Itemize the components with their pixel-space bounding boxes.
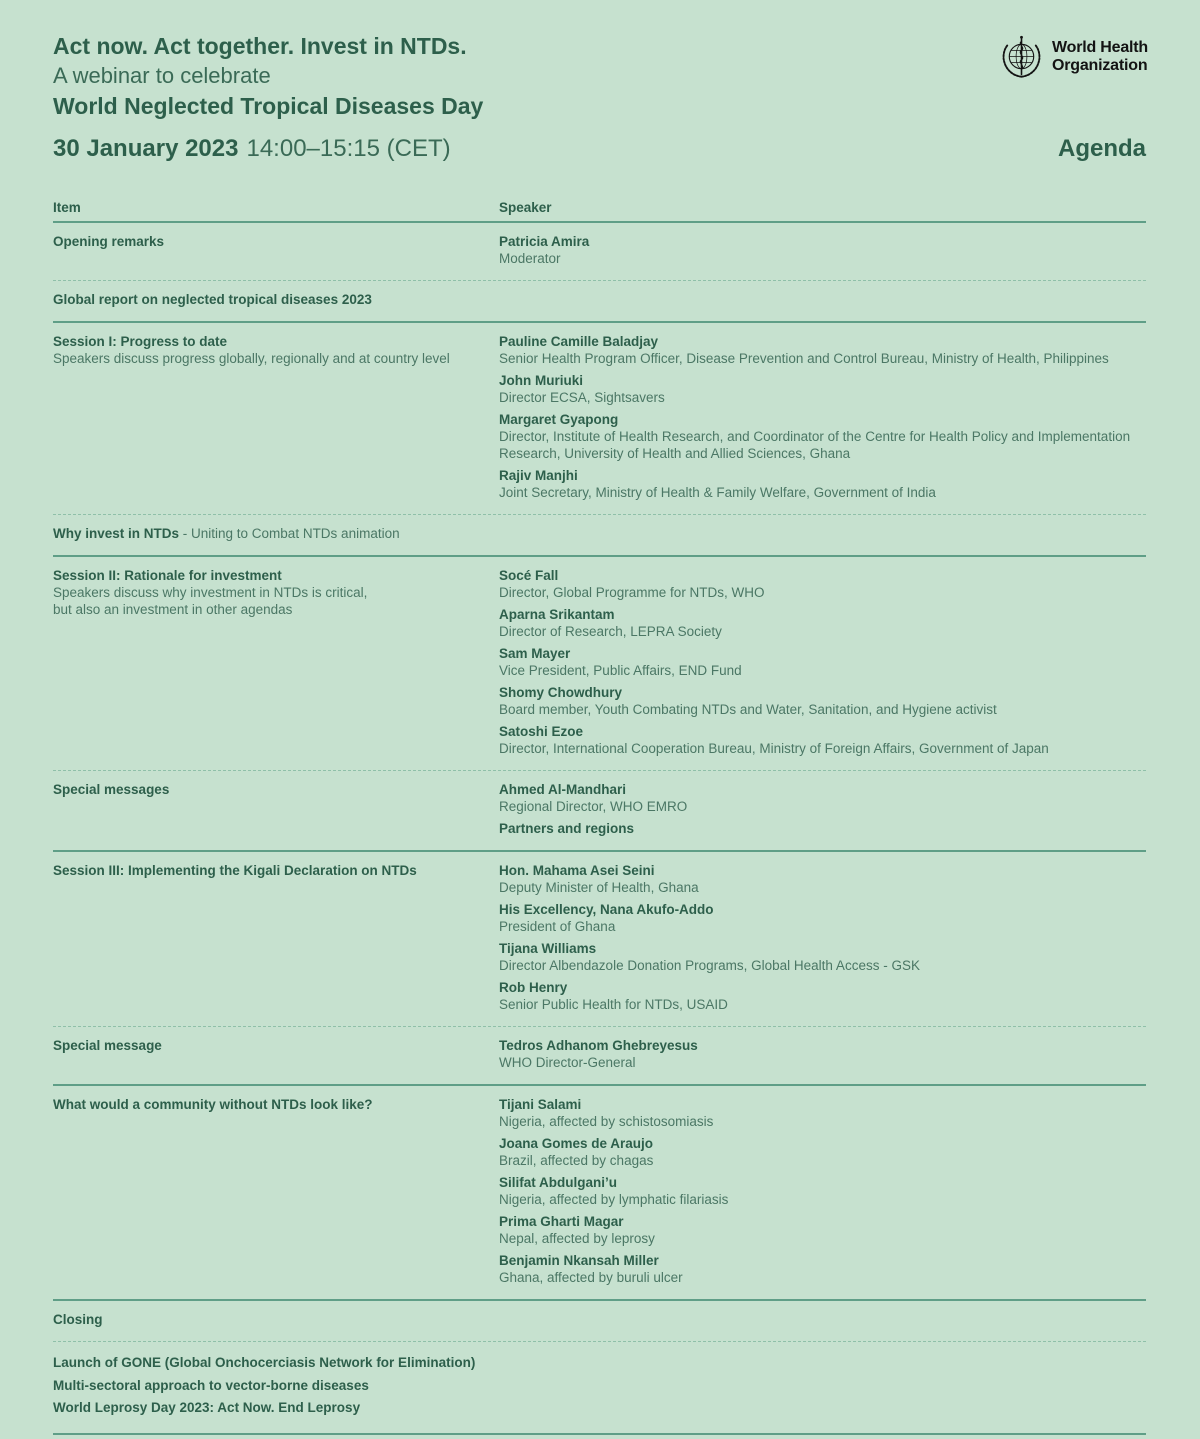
speaker-name: Tijani Salami: [499, 1097, 582, 1112]
agenda-item-cell: [53, 1352, 499, 1420]
event-time: 14:00–15:15 (CET): [246, 135, 451, 162]
speaker-name: Sam Mayer: [499, 646, 571, 661]
speaker-name: Margaret Gyapong: [499, 412, 619, 427]
column-header-item: Item: [53, 200, 81, 215]
event-date-row: [53, 134, 1146, 164]
agenda-speaker-cell: [499, 567, 1146, 757]
speaker-entry: [499, 1037, 1146, 1071]
row-description: Speakers discuss why investment in NTDs is critical, but also an investment in other agendas: [53, 585, 368, 617]
speaker-name: Joana Gomes de Araujo: [499, 1136, 654, 1151]
agenda-table: [53, 200, 1146, 1435]
agenda-speaker-cell: [499, 1096, 1146, 1286]
speaker-entry: [499, 940, 1146, 974]
speaker-role: Senior Public Health for NTDs, USAID: [499, 997, 728, 1012]
speaker-name: Rajiv Manjhi: [499, 468, 578, 483]
speaker-role: Nepal, affected by leprosy: [499, 1231, 655, 1246]
event-title: Act now. Act together. Invest in NTDs.: [53, 33, 467, 59]
agenda-item-cell: [53, 781, 499, 837]
event-datetime: [53, 134, 451, 164]
row-title: Global report on neglected tropical diseases 2023: [53, 292, 372, 307]
speaker-role: Director, Global Programme for NTDs, WHO: [499, 585, 765, 600]
speaker-role: Vice President, Public Affairs, END Fund: [499, 663, 742, 678]
speaker-name: His Excellency, Nana Akufo-Addo: [499, 902, 714, 917]
speaker-role: WHO Director-General: [499, 1055, 636, 1070]
speaker-name: Rob Henry: [499, 980, 568, 995]
agenda-speaker-cell: [499, 1311, 1146, 1328]
row-title: Session III: Implementing the Kigali Declaration on NTDs: [53, 863, 417, 878]
agenda-speaker-cell: [499, 862, 1146, 1013]
agenda-heading: Agenda: [1057, 135, 1146, 162]
agenda-row: [53, 281, 1146, 323]
agenda-row: [53, 1342, 1146, 1435]
speaker-role: Deputy Minister of Health, Ghana: [499, 880, 699, 895]
speaker-entry: [499, 781, 1146, 815]
speaker-role: Director, International Cooperation Bureau, Ministry of Foreign Affairs, Government of Japan: [499, 741, 1049, 756]
agenda-row: [53, 323, 1146, 515]
speaker-name: Tedros Adhanom Ghebreyesus: [499, 1038, 698, 1053]
speaker-role: Nigeria, affected by lymphatic filariasis: [499, 1192, 729, 1207]
who-logo-line2: Organization: [1052, 56, 1148, 74]
agenda-item-cell: [53, 525, 499, 542]
agenda-speaker-cell: [499, 233, 1146, 267]
speaker-entry: [499, 645, 1146, 679]
event-name: World Neglected Tropical Diseases Day: [53, 93, 484, 119]
speaker-name: Pauline Camille Baladjay: [499, 334, 659, 349]
speaker-entry: [499, 1213, 1146, 1247]
speaker-name: Tijana Williams: [499, 941, 597, 956]
speaker-entry: [499, 233, 1146, 267]
agenda-row: [53, 771, 1146, 852]
speaker-role: Nigeria, affected by schistosomiasis: [499, 1114, 714, 1129]
speaker-entry: [499, 723, 1146, 757]
agenda-item-cell: [53, 862, 499, 1013]
speaker-name: Prima Gharti Magar: [499, 1214, 624, 1229]
agenda-row: [53, 223, 1146, 281]
speaker-role: Board member, Youth Combating NTDs and Water, Sanitation, and Hygiene activist: [499, 702, 997, 717]
speaker-name: Ahmed Al-Mandhari: [499, 782, 627, 797]
event-date: 30 January 2023: [53, 135, 239, 162]
who-logo-text: [1052, 39, 1148, 74]
speaker-name: Satoshi Ezoe: [499, 724, 584, 739]
row-title: Why invest in NTDs - Uniting to Combat NTDs animation: [53, 526, 400, 541]
speaker-entry: [499, 1135, 1146, 1169]
speaker-entry: [499, 606, 1146, 640]
speaker-name: Socé Fall: [499, 568, 559, 583]
agenda-item-cell: [53, 291, 499, 308]
speaker-entry: [499, 411, 1146, 462]
row-title: Opening remarks: [53, 234, 165, 249]
agenda-speaker-cell: [499, 333, 1146, 501]
agenda-item-cell: [53, 1037, 499, 1071]
row-title: Special message: [53, 1038, 162, 1053]
speaker-role: Brazil, affected by chagas: [499, 1153, 654, 1168]
speaker-entry: [499, 372, 1146, 406]
speaker-role: Ghana, affected by buruli ulcer: [499, 1270, 683, 1285]
speaker-entry: [499, 820, 1146, 837]
agenda-item-cell: [53, 333, 499, 501]
row-title: What would a community without NTDs look like?: [53, 1097, 373, 1112]
agenda-speaker-cell: [499, 1037, 1146, 1071]
speaker-role: Director ECSA, Sightsavers: [499, 390, 665, 405]
speaker-role: Director of Research, LEPRA Society: [499, 624, 722, 639]
row-title: Session II: Rationale for investment: [53, 568, 282, 583]
agenda-item-cell: [53, 567, 499, 757]
speaker-role: Director Albendazole Donation Programs, Global Health Access - GSK: [499, 958, 920, 973]
column-header-speaker: Speaker: [499, 200, 552, 215]
who-logo: [998, 33, 1148, 80]
speaker-role: Senior Health Program Officer, Disease Prevention and Control Bureau, Ministry of Health, Philippines: [499, 351, 1109, 366]
speaker-role: Regional Director, WHO EMRO: [499, 799, 688, 814]
speaker-name: Benjamin Nkansah Miller: [499, 1253, 659, 1268]
agenda-row: [53, 1301, 1146, 1342]
agenda-speaker-cell: [499, 1352, 1146, 1420]
agenda-speaker-cell: [499, 781, 1146, 837]
row-title: Special messages: [53, 782, 170, 797]
speaker-entry: [499, 567, 1146, 601]
agenda-row: [53, 557, 1146, 771]
speaker-entry: [499, 901, 1146, 935]
speaker-name: Aparna Srikantam: [499, 607, 615, 622]
agenda-row: [53, 1086, 1146, 1301]
row-description: Speakers discuss progress globally, regionally and at country level: [53, 351, 450, 366]
agenda-row: [53, 1027, 1146, 1086]
speaker-role: Moderator: [499, 251, 561, 266]
agenda-item-cell: [53, 1311, 499, 1328]
speaker-entry: [499, 1252, 1146, 1286]
header-title-block: [53, 31, 1146, 122]
agenda-row: [53, 515, 1146, 557]
speaker-entry: [499, 862, 1146, 896]
agenda-item-cell: [53, 233, 499, 267]
agenda-speaker-cell: [499, 291, 1146, 308]
speaker-name: John Muriuki: [499, 373, 583, 388]
row-title: Closing: [53, 1312, 103, 1327]
row-extra-lines: Launch of GONE (Global Onchocerciasis Network for Elimination) Multi-sectoral approach to vector-borne diseases World Leprosy Day 2023: Act Now. End Leprosy: [53, 1355, 476, 1415]
speaker-name: Shomy Chowdhury: [499, 685, 623, 700]
speaker-entry: [499, 979, 1146, 1013]
row-title: Session I: Progress to date: [53, 334, 228, 349]
table-body: [53, 223, 1146, 1435]
row-title-suffix: - Uniting to Combat NTDs animation: [179, 526, 400, 541]
table-header: [53, 200, 1146, 223]
speaker-entry: [499, 467, 1146, 501]
agenda-speaker-cell: [499, 525, 1146, 542]
agenda-row: [53, 852, 1146, 1027]
who-logo-line1: World Health: [1052, 39, 1148, 56]
speaker-role: Joint Secretary, Ministry of Health & Family Welfare, Government of India: [499, 485, 936, 500]
speaker-name: Partners and regions: [499, 821, 635, 836]
speaker-entry: [499, 1096, 1146, 1130]
speaker-role: Director, Institute of Health Research, and Coordinator of the Centre for Health Policy and Implementation Research, University of Health and Allied Sciences, Ghana: [499, 429, 1131, 461]
agenda-item-cell: [53, 1096, 499, 1286]
speaker-name: Patricia Amira: [499, 234, 590, 249]
who-emblem-icon: [998, 33, 1045, 80]
speaker-entry: [499, 333, 1146, 367]
event-subtitle: A webinar to celebrate: [53, 63, 271, 88]
speaker-entry: [499, 1174, 1146, 1208]
speaker-entry: [499, 684, 1146, 718]
speaker-name: Silifat Abdulgani’u: [499, 1175, 617, 1190]
speaker-name: Hon. Mahama Asei Seini: [499, 863, 655, 878]
speaker-role: President of Ghana: [499, 919, 616, 934]
